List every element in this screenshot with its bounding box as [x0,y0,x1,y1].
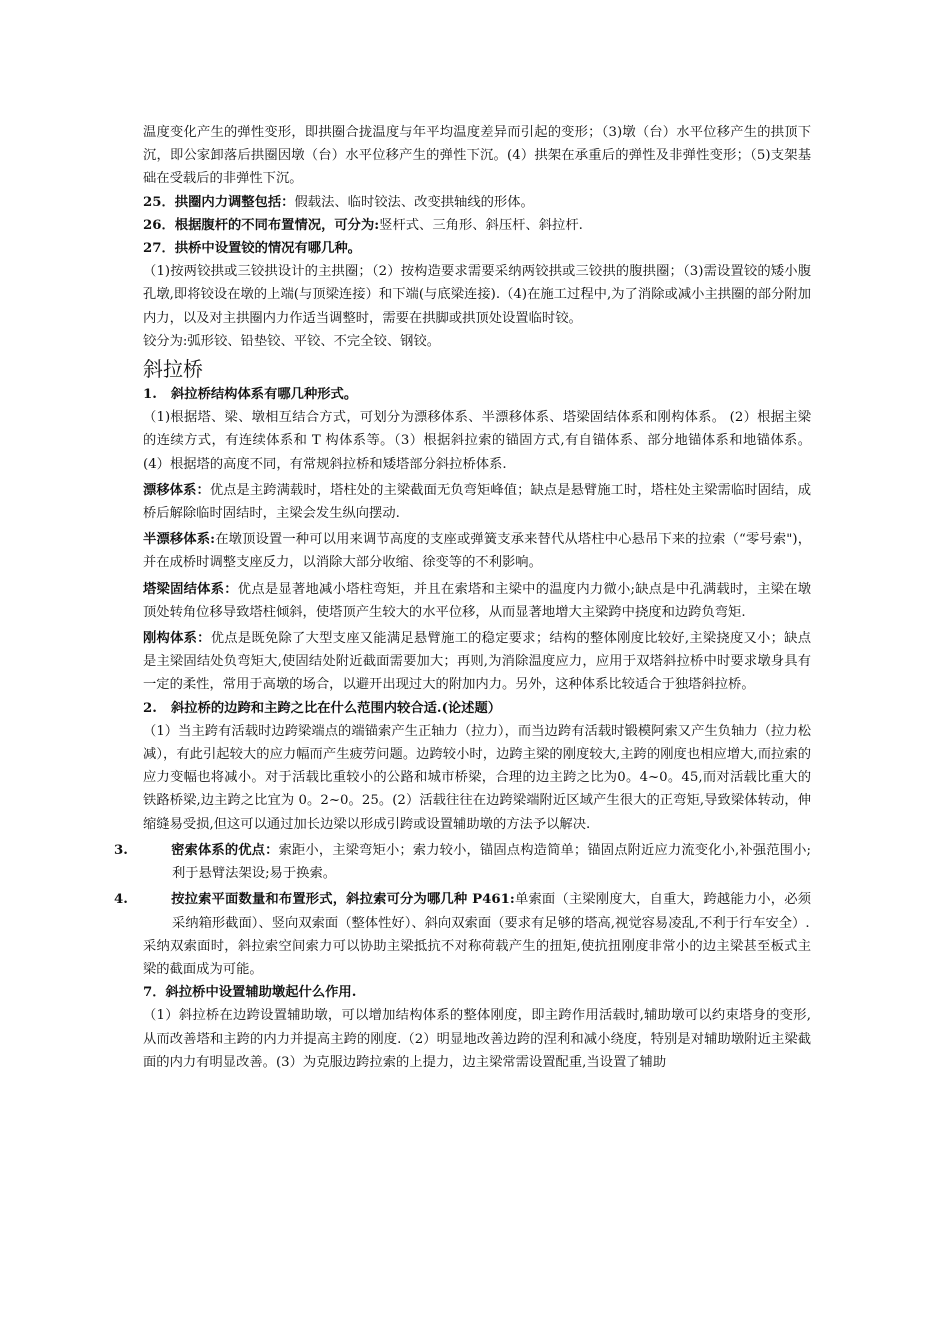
question-2 [143,697,811,720]
question-1-body: （1)根据塔、梁、墩相互结合方式，可划分为漂移体系、半漂移体系、塔梁固结体系和刚构体系。 (2）根据主梁的连续方式，有连续体系和 T 构体系等。（3）根据斜拉索的锚固方式,有自锚体系、部分地锚体系和地锚体系。(4）根据塔的高度不同，有常规斜拉桥和矮塔部分斜拉桥体系. [143,410,811,472]
section-title: 斜拉桥 [143,357,203,382]
item-27-body: （1)按两铰拱或三铰拱设计的主拱圈；（2）按构造要求需要采纳两铰拱或三铰拱的腹拱圈；（3)需设置铰的矮小腹孔墩,即将铰设在墩的上端(与顶梁连接）和下端(与底梁连接).（4)在施工过程中,为了消除或减小主拱圈的部分附加内力，以及对主拱圈内力作适当调整时，需要在拱脚或拱顶处设置临时铰。 [143,264,811,326]
question-3-body: 索距小，主梁弯矩小；索力较小，锚固点构造简单；锚固点附近应力流变化小,补强范围小;利于悬臂法架设;易于换索。 [172,842,811,882]
question-4-extra: 采纳双索面时，斜拉索空间索力可以协助主梁抵抗不对称荷载产生的扭矩,使抗扭刚度非常小的边主梁甚至板式主梁的截面成为可能。 [143,938,811,977]
document-page [114,121,812,1074]
item-27-hinge-types: 铰分为:弧形铰、铅垫铰、平铰、不完全铰、钢铰。 [143,333,441,349]
question-1-number: 1. [143,387,157,403]
floating-system-body: 优点是主跨满载时，塔柱处的主梁截面无负弯矩峰值；缺点是悬臂施工时，塔柱处主梁需临时固结，成桥后解除临时固结时，主梁会发生纵向摆动. [143,482,812,522]
question-7-body: （1）斜拉桥在边跨设置辅助墩，可以增加结构体系的整体刚度，即主跨作用活载时,辅助墩可以约束塔身的变形,从而改善塔和主跨的内力并提高主跨的刚度.（2）明显地改善边跨的涅利和减小绕度，特别是对辅助墩附近主梁截面的内力有明显改善。(3）为克服边跨拉索的上提力，边主梁常需设置配重,当设置了辅助 [143,1008,811,1070]
item-26-heading: 26．根据腹杆的不同布置情况，可分为: [143,217,380,233]
rigid-frame-body: 优点是既免除了大型支座又能满足悬臂施工的稳定要求；结构的整体刚度比较好,主梁挠度又小；缺点是主梁固结处负弯矩大,使固结处附近截面需要加大；再则,为消除温度应力，应用于双塔斜拉桥中时要求墩身具有一定的柔性，常用于高墩的场合，以避开出现过大的附加内力。另外，这种体系比较适合于独塔斜拉桥。 [143,631,811,693]
question-2-number: 2. [143,700,157,716]
item-26 [143,214,811,237]
semi-floating-system-body: 在墩顶设置一种可以用来调节高度的支座或弹簧支承来替代从塔柱中心悬吊下来的拉索（“零号索")，并在成桥时调整支座反力，以消除大部分收缩、徐变等的不利影响。 [143,532,811,571]
floating-system [143,479,811,525]
semi-floating-system [143,528,811,574]
question-2-heading: 斜拉桥的边跨和主跨之比在什么范围内较合适.(论述题） [171,700,502,716]
question-3-heading: 密索体系的优点： [171,842,279,858]
question-2-body: （1）当主跨有活载时边跨梁端点的端锚索产生正轴力（拉力），而当边跨有活载时锻模阿索又产生负轴力（拉力松减），有此引起较大的应力幅而产生疲劳问题。边跨较小时，边跨主梁的刚度较大,主跨的刚度也相应增大,而拉索的应力变幅也将减小。对于活载比重较小的公路和城市桥梁，合理的边主跨之比为0。4~0。45,而对活载比重大的铁路桥梁,边主跨之比宜为 0。2~0。25。(2）活载往往在边跨梁端附近区域产生很大的正弯矩,导致梁体转动，伸缩缝易受损,但这可以通过加长边梁以形成引跨或设置辅助墩的方法予以解决. [143,723,811,832]
question-4-body: 单索面（主梁刚度大，自重大，跨越能力小，必须采纳箱形截面）、竖向双索面（整体性好）、斜向双索面（要求有足够的塔高,视觉容易凌乱,不利于行车安全）. [172,892,811,931]
item-25-heading: 25．拱圈内力调整包括： [143,194,295,210]
item-27-heading: 27．拱桥中设置铰的情况有哪几种。 [143,241,361,257]
question-4-number: 4. [114,892,128,908]
question-3-number: 3. [114,842,128,858]
rigid-frame-heading: 刚构体系： [143,631,211,647]
rigid-frame-system [143,627,811,697]
question-3 [114,839,811,885]
item-25-body: 假载法、临时铰法、改变拱轴线的形体。 [294,194,534,210]
tower-girder-fixed-body: 优点是显著地减小塔柱弯矩，并且在索塔和主梁中的温度内力微小;缺点是中孔满载时，主梁在墩顶处转角位移导致塔柱倾斜，使塔顶产生较大的水平位移，从而显著地增大主梁跨中挠度和边跨负弯矩. [143,581,812,620]
question-4-heading: 按拉索平面数量和布置形式，斜拉索可分为哪几种 P461: [171,892,515,908]
floating-system-heading: 漂移体系： [143,482,210,498]
item-26-body: 竖杆式、三角形、斜压杆、斜拉杆. [379,217,583,233]
question-4 [114,888,811,934]
question-1 [143,383,811,406]
tower-girder-fixed-heading: 塔梁固结体系： [143,581,238,597]
question-7-heading: 7．斜拉桥中设置辅助墩起什么作用. [143,985,357,1001]
tower-girder-fixed-system [143,578,811,624]
question-1-heading: 斜拉桥结构体系有哪几种形式。 [171,387,358,403]
semi-floating-system-heading: 半漂移体系: [143,532,216,548]
paragraph-arch-deformation: 温度变化产生的弹性变形，即拱圈合拢温度与年平均温度差异而引起的变形；（3)墩（台）水平位移产生的拱顶下沉，即公家卸落后拱圈因墩（台）水平位移产生的弹性下沉。(4）拱架在承重后的弹性及非弹性变形；（5)支架基础在受载后的非弹性下沉。 [143,125,811,187]
item-25 [143,191,811,214]
